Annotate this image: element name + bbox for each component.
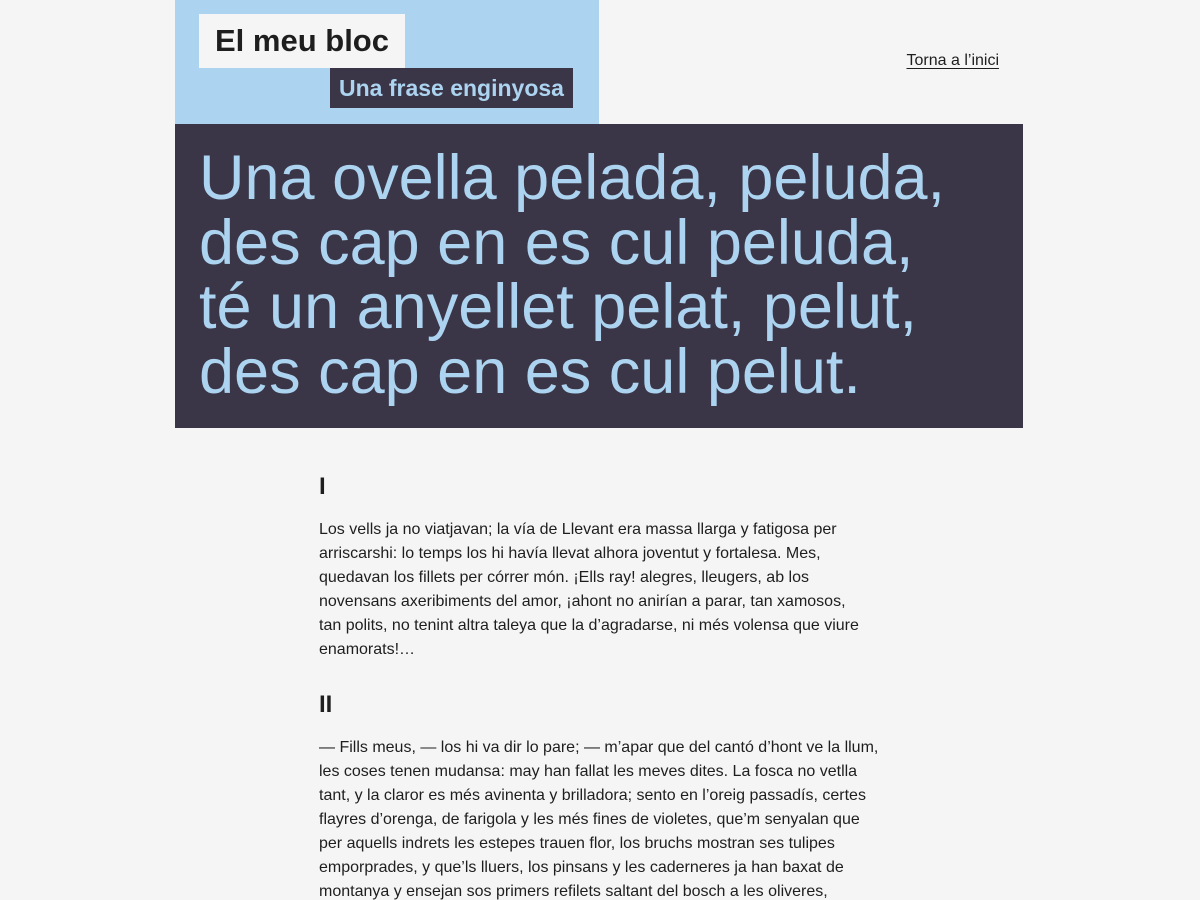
paragraph-line: enamorats!…	[319, 641, 416, 658]
paragraph-line: tant, y la claror es més avinenta y brilladora; sento en l’oreig passadís, certes	[319, 787, 866, 804]
section-heading: II	[319, 691, 333, 718]
hero-banner	[175, 124, 1023, 428]
paragraph-line: les coses tenen mudansa: may han fallat les meves dites. La fosca no vetlla	[319, 763, 858, 780]
article-body	[319, 466, 885, 900]
brand-panel	[175, 0, 599, 124]
site-header	[175, 0, 1023, 124]
article-paragraph	[319, 736, 885, 900]
hero-title	[199, 143, 946, 407]
paragraph-line: per aquells indrets les estepes trauen flor, los bruchs mostran ses tulipes	[319, 835, 835, 852]
paragraph-line: quedavan los fillets per córrer món. ¡Ells ray! alegres, lleugers, ab los	[319, 569, 809, 586]
paragraph-line: novensans axeribiments del amor, ¡ahont no anirían a parar, tan xamosos,	[319, 593, 846, 610]
section-heading: I	[319, 473, 326, 500]
site-tagline: Una frase enginyosa	[330, 68, 573, 108]
hero-title-line: des cap en es cul peluda,	[199, 207, 914, 278]
paragraph-line: emporprades, y que’ls lluers, los pinsans y les caderneres ja han baxat de	[319, 859, 844, 876]
article-section-one	[319, 466, 885, 662]
article-section-two	[319, 684, 885, 900]
paragraph-line: tan polits, no tenint altra taleya que la d’agradarse, ni més volensa que viure	[319, 617, 859, 634]
site-title-link[interactable]: El meu bloc	[199, 14, 405, 68]
home-link[interactable]: Torna a l’inici	[906, 52, 999, 69]
hero-title-line: té un anyellet pelat, pelut,	[199, 272, 918, 342]
hero-title-line: des cap en es cul pelut.	[199, 336, 861, 407]
paragraph-line: — Fills meus, — los hi va dir lo pare; — m’apar que del cantó d’hont ve la llum,	[319, 739, 879, 756]
paragraph-line: arriscarshi: lo temps los hi havía llevat alhora joventut y fortalesa. Mes,	[319, 545, 821, 562]
paragraph-line: Los vells ja no viatjavan; la vía de Llevant era massa llarga y fatigosa per	[319, 521, 837, 538]
paragraph-line: montanya y ensejan sos primers refilets saltant del bosch a les oliveres,	[319, 883, 828, 900]
article-paragraph	[319, 518, 885, 662]
paragraph-line: flayres d’orenga, de farigola y les més fines de violetes, que’m senyalan que	[319, 811, 860, 828]
hero-title-line: Una ovella pelada, peluda,	[199, 143, 946, 213]
